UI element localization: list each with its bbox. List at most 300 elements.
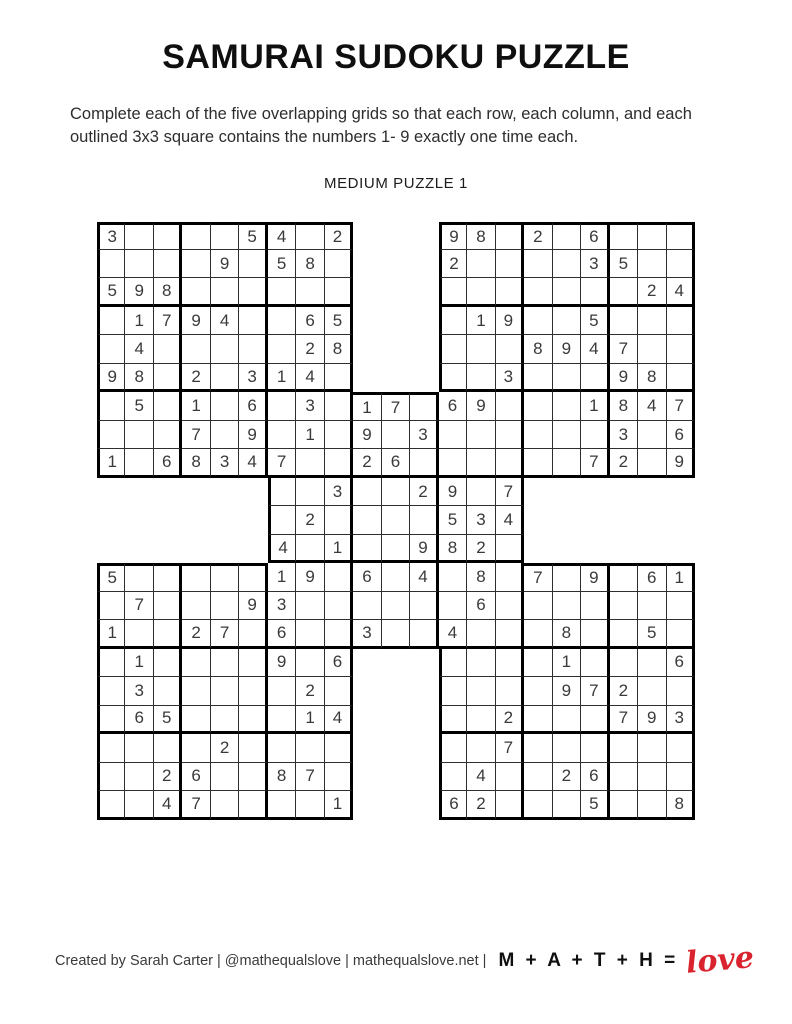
- grid-gap: [553, 506, 581, 534]
- footer-math-motto: M + A + T + H =: [498, 950, 679, 971]
- sudoku-cell-empty: [524, 307, 552, 335]
- sudoku-cell-given: 4: [325, 706, 353, 734]
- sudoku-cell-empty: [97, 791, 125, 819]
- sudoku-cell-given: 9: [239, 592, 267, 620]
- grid-gap: [382, 677, 410, 705]
- sudoku-cell-empty: [581, 734, 609, 762]
- sudoku-cell-empty: [182, 563, 210, 591]
- sudoku-cell-given: 2: [296, 677, 324, 705]
- sudoku-cell-given: 7: [182, 421, 210, 449]
- sudoku-cell-empty: [125, 620, 153, 648]
- sudoku-cell-empty: [97, 677, 125, 705]
- sudoku-cell-empty: [553, 734, 581, 762]
- sudoku-cell-empty: [638, 222, 666, 250]
- sudoku-cell-empty: [638, 649, 666, 677]
- sudoku-cell-empty: [154, 734, 182, 762]
- sudoku-cell-empty: [125, 421, 153, 449]
- grid-gap: [239, 506, 267, 534]
- grid-gap: [182, 478, 210, 506]
- sudoku-cell-given: 7: [524, 563, 552, 591]
- sudoku-cell-empty: [382, 563, 410, 591]
- sudoku-cell-given: 9: [410, 535, 438, 563]
- sudoku-cell-given: 7: [211, 620, 239, 648]
- sudoku-cell-empty: [467, 250, 495, 278]
- sudoku-cell-empty: [97, 250, 125, 278]
- grid-gap: [667, 478, 695, 506]
- sudoku-cell-empty: [467, 335, 495, 363]
- sudoku-cell-empty: [353, 592, 381, 620]
- sudoku-cell-empty: [353, 535, 381, 563]
- grid-gap: [553, 535, 581, 563]
- sudoku-cell-given: 6: [667, 649, 695, 677]
- sudoku-cell-empty: [553, 278, 581, 306]
- grid-gap: [353, 706, 381, 734]
- grid-gap: [410, 278, 438, 306]
- sudoku-cell-empty: [610, 563, 638, 591]
- sudoku-cell-given: 4: [581, 335, 609, 363]
- sudoku-cell-given: 4: [125, 335, 153, 363]
- sudoku-cell-empty: [439, 335, 467, 363]
- puzzle-label: MEDIUM PUZZLE 1: [323, 174, 468, 192]
- sudoku-cell-given: 7: [182, 791, 210, 819]
- sudoku-cell-empty: [296, 620, 324, 648]
- sudoku-cell-given: 1: [353, 392, 381, 420]
- sudoku-cell-empty: [638, 763, 666, 791]
- grid-gap: [382, 791, 410, 819]
- sudoku-cell-empty: [496, 250, 524, 278]
- sudoku-cell-empty: [325, 449, 353, 477]
- sudoku-cell-given: 2: [296, 335, 324, 363]
- grid-gap: [524, 506, 552, 534]
- sudoku-cell-empty: [496, 791, 524, 819]
- grid-gap: [638, 478, 666, 506]
- sudoku-cell-given: 2: [610, 677, 638, 705]
- sudoku-cell-empty: [439, 763, 467, 791]
- sudoku-cell-given: 7: [496, 734, 524, 762]
- sudoku-cell-empty: [325, 763, 353, 791]
- grid-gap: [239, 478, 267, 506]
- sudoku-cell-given: 4: [154, 791, 182, 819]
- sudoku-cell-empty: [239, 791, 267, 819]
- sudoku-cell-empty: [325, 250, 353, 278]
- sudoku-cell-empty: [553, 791, 581, 819]
- sudoku-cell-given: 7: [581, 449, 609, 477]
- sudoku-cell-empty: [581, 278, 609, 306]
- sudoku-cell-empty: [211, 706, 239, 734]
- sudoku-cell-empty: [524, 706, 552, 734]
- sudoku-cell-empty: [553, 592, 581, 620]
- sudoku-cell-given: 8: [667, 791, 695, 819]
- sudoku-cell-given: 1: [268, 563, 296, 591]
- sudoku-cell-empty: [296, 734, 324, 762]
- sudoku-cell-given: 4: [296, 364, 324, 392]
- sudoku-cell-given: 5: [638, 620, 666, 648]
- grid-gap: [581, 478, 609, 506]
- sudoku-cell-given: 3: [239, 364, 267, 392]
- sudoku-cell-given: 3: [467, 506, 495, 534]
- sudoku-cell-empty: [154, 592, 182, 620]
- sudoku-cell-empty: [667, 592, 695, 620]
- grid-gap: [353, 364, 381, 392]
- sudoku-cell-given: 2: [211, 734, 239, 762]
- sudoku-cell-empty: [467, 649, 495, 677]
- sudoku-cell-empty: [524, 734, 552, 762]
- sudoku-cell-empty: [268, 421, 296, 449]
- sudoku-cell-given: 1: [268, 364, 296, 392]
- sudoku-cell-empty: [97, 307, 125, 335]
- grid-gap: [410, 763, 438, 791]
- sudoku-cell-empty: [239, 278, 267, 306]
- sudoku-cell-empty: [524, 421, 552, 449]
- sudoku-cell-empty: [97, 763, 125, 791]
- sudoku-cell-empty: [496, 677, 524, 705]
- sudoku-cell-empty: [410, 449, 438, 477]
- sudoku-cell-empty: [638, 307, 666, 335]
- sudoku-cell-given: 2: [467, 791, 495, 819]
- grid-gap: [211, 478, 239, 506]
- sudoku-cell-given: 8: [467, 563, 495, 591]
- sudoku-cell-given: 8: [439, 535, 467, 563]
- sudoku-cell-empty: [125, 449, 153, 477]
- sudoku-cell-empty: [211, 278, 239, 306]
- grid-gap: [182, 535, 210, 563]
- sudoku-cell-empty: [410, 392, 438, 420]
- sudoku-cell-given: 8: [467, 222, 495, 250]
- sudoku-cell-given: 5: [97, 278, 125, 306]
- sudoku-cell-empty: [610, 620, 638, 648]
- sudoku-cell-empty: [467, 677, 495, 705]
- sudoku-cell-empty: [97, 592, 125, 620]
- sudoku-cell-empty: [125, 791, 153, 819]
- sudoku-cell-given: 9: [439, 478, 467, 506]
- sudoku-cell-empty: [667, 620, 695, 648]
- sudoku-cell-given: 2: [353, 449, 381, 477]
- sudoku-cell-empty: [268, 734, 296, 762]
- sudoku-cell-given: 1: [325, 791, 353, 819]
- grid-gap: [638, 535, 666, 563]
- grid-gap: [353, 250, 381, 278]
- sudoku-cell-empty: [268, 506, 296, 534]
- grid-gap: [410, 250, 438, 278]
- instructions-line-1: Complete each of the five overlapping grids so that each row, each column, and each: [70, 104, 692, 123]
- sudoku-cell-given: 3: [211, 449, 239, 477]
- grid-gap: [410, 734, 438, 762]
- sudoku-cell-given: 7: [268, 449, 296, 477]
- sudoku-cell-empty: [524, 649, 552, 677]
- sudoku-cell-empty: [667, 307, 695, 335]
- sudoku-cell-empty: [182, 649, 210, 677]
- samurai-sudoku-grid: [97, 222, 695, 820]
- grid-gap: [382, 364, 410, 392]
- grid-gap: [410, 649, 438, 677]
- sudoku-cell-empty: [439, 734, 467, 762]
- grid-gap: [610, 478, 638, 506]
- sudoku-cell-given: 6: [439, 791, 467, 819]
- sudoku-cell-empty: [125, 734, 153, 762]
- sudoku-cell-empty: [439, 706, 467, 734]
- sudoku-cell-empty: [496, 392, 524, 420]
- sudoku-cell-empty: [239, 649, 267, 677]
- sudoku-cell-given: 8: [154, 278, 182, 306]
- sudoku-cell-empty: [353, 506, 381, 534]
- sudoku-cell-empty: [211, 791, 239, 819]
- sudoku-cell-empty: [97, 392, 125, 420]
- sudoku-cell-empty: [667, 734, 695, 762]
- sudoku-cell-empty: [496, 592, 524, 620]
- sudoku-cell-given: 2: [638, 278, 666, 306]
- grid-gap: [410, 791, 438, 819]
- sudoku-cell-empty: [211, 335, 239, 363]
- sudoku-cell-given: 3: [496, 364, 524, 392]
- sudoku-cell-empty: [268, 392, 296, 420]
- sudoku-cell-empty: [439, 364, 467, 392]
- sudoku-cell-given: 1: [125, 307, 153, 335]
- grid-gap: [667, 535, 695, 563]
- sudoku-cell-given: 5: [325, 307, 353, 335]
- sudoku-cell-empty: [353, 478, 381, 506]
- sudoku-cell-empty: [325, 592, 353, 620]
- sudoku-cell-given: 3: [410, 421, 438, 449]
- sudoku-cell-empty: [97, 706, 125, 734]
- sudoku-cell-given: 2: [182, 364, 210, 392]
- sudoku-cell-empty: [325, 734, 353, 762]
- grid-gap: [353, 791, 381, 819]
- sudoku-cell-given: 6: [325, 649, 353, 677]
- sudoku-cell-empty: [667, 222, 695, 250]
- grid-gap: [125, 478, 153, 506]
- sudoku-cell-empty: [524, 278, 552, 306]
- sudoku-cell-given: 4: [410, 563, 438, 591]
- sudoku-cell-given: 7: [296, 763, 324, 791]
- sudoku-cell-given: 9: [553, 335, 581, 363]
- sudoku-cell-empty: [667, 364, 695, 392]
- sudoku-cell-empty: [496, 649, 524, 677]
- sudoku-cell-empty: [182, 250, 210, 278]
- sudoku-cell-empty: [581, 649, 609, 677]
- sudoku-cell-empty: [239, 734, 267, 762]
- sudoku-cell-given: 3: [610, 421, 638, 449]
- sudoku-cell-empty: [382, 620, 410, 648]
- sudoku-cell-empty: [467, 364, 495, 392]
- sudoku-cell-empty: [524, 449, 552, 477]
- sudoku-cell-empty: [524, 677, 552, 705]
- sudoku-cell-given: 8: [182, 449, 210, 477]
- grid-gap: [610, 535, 638, 563]
- sudoku-cell-given: 3: [667, 706, 695, 734]
- sudoku-cell-empty: [496, 563, 524, 591]
- sudoku-cell-empty: [154, 421, 182, 449]
- sudoku-cell-given: 5: [581, 307, 609, 335]
- sudoku-cell-given: 6: [296, 307, 324, 335]
- sudoku-cell-empty: [439, 307, 467, 335]
- sudoku-cell-empty: [382, 506, 410, 534]
- sudoku-cell-given: 4: [467, 763, 495, 791]
- sudoku-cell-given: 9: [467, 392, 495, 420]
- sudoku-cell-given: 4: [268, 222, 296, 250]
- sudoku-cell-empty: [325, 364, 353, 392]
- grid-gap: [382, 335, 410, 363]
- sudoku-cell-empty: [182, 278, 210, 306]
- sudoku-cell-given: 2: [182, 620, 210, 648]
- grid-gap: [382, 734, 410, 762]
- sudoku-cell-empty: [610, 763, 638, 791]
- sudoku-cell-given: 9: [496, 307, 524, 335]
- sudoku-cell-given: 5: [125, 392, 153, 420]
- sudoku-cell-empty: [239, 763, 267, 791]
- grid-gap: [211, 506, 239, 534]
- sudoku-cell-empty: [553, 563, 581, 591]
- sudoku-cell-empty: [610, 791, 638, 819]
- sudoku-cell-empty: [638, 335, 666, 363]
- sudoku-cell-given: 7: [581, 677, 609, 705]
- sudoku-cell-empty: [467, 706, 495, 734]
- sudoku-cell-given: 9: [268, 649, 296, 677]
- grid-gap: [524, 478, 552, 506]
- grid-gap: [125, 535, 153, 563]
- sudoku-cell-given: 7: [154, 307, 182, 335]
- sudoku-cell-given: 6: [268, 620, 296, 648]
- grid-gap: [610, 506, 638, 534]
- footer-credit: Created by Sarah Carter | @mathequalslove | mathequalslove.net |: [55, 953, 487, 969]
- grid-gap: [353, 763, 381, 791]
- sudoku-cell-given: 1: [182, 392, 210, 420]
- sudoku-cell-given: 6: [154, 449, 182, 477]
- grid-gap: [239, 535, 267, 563]
- sudoku-cell-empty: [182, 706, 210, 734]
- sudoku-cell-empty: [382, 478, 410, 506]
- sudoku-cell-empty: [524, 592, 552, 620]
- sudoku-cell-given: 4: [496, 506, 524, 534]
- sudoku-cell-given: 8: [296, 250, 324, 278]
- footer-love-script: love: [684, 940, 756, 981]
- grid-gap: [353, 307, 381, 335]
- sudoku-cell-empty: [439, 563, 467, 591]
- sudoku-cell-empty: [154, 392, 182, 420]
- sudoku-cell-given: 2: [496, 706, 524, 734]
- grid-gap: [97, 478, 125, 506]
- sudoku-cell-empty: [296, 649, 324, 677]
- sudoku-cell-empty: [154, 250, 182, 278]
- sudoku-cell-given: 9: [581, 563, 609, 591]
- sudoku-cell-empty: [410, 620, 438, 648]
- sudoku-cell-empty: [524, 250, 552, 278]
- sudoku-cell-given: 9: [239, 421, 267, 449]
- sudoku-cell-empty: [553, 364, 581, 392]
- sudoku-cell-given: 4: [638, 392, 666, 420]
- sudoku-cell-empty: [496, 335, 524, 363]
- sudoku-cell-empty: [638, 449, 666, 477]
- grid-gap: [211, 535, 239, 563]
- sudoku-cell-empty: [211, 563, 239, 591]
- grid-gap: [353, 734, 381, 762]
- sudoku-cell-empty: [211, 392, 239, 420]
- sudoku-cell-empty: [154, 677, 182, 705]
- sudoku-cell-empty: [553, 250, 581, 278]
- sudoku-cell-empty: [667, 763, 695, 791]
- sudoku-cell-given: 9: [296, 563, 324, 591]
- sudoku-cell-empty: [553, 706, 581, 734]
- sudoku-cell-empty: [268, 335, 296, 363]
- sudoku-cell-empty: [325, 278, 353, 306]
- sudoku-cell-empty: [211, 763, 239, 791]
- sudoku-cell-given: 9: [353, 421, 381, 449]
- grid-gap: [182, 506, 210, 534]
- sudoku-cell-empty: [325, 677, 353, 705]
- sudoku-cell-empty: [154, 364, 182, 392]
- sudoku-cell-given: 9: [97, 364, 125, 392]
- sudoku-cell-given: 5: [610, 250, 638, 278]
- sudoku-cell-empty: [211, 592, 239, 620]
- sudoku-cell-given: 1: [125, 649, 153, 677]
- sudoku-cell-empty: [638, 734, 666, 762]
- sudoku-cell-given: 7: [610, 706, 638, 734]
- grid-gap: [382, 278, 410, 306]
- sudoku-cell-empty: [239, 677, 267, 705]
- grid-gap: [410, 677, 438, 705]
- sudoku-cell-empty: [211, 677, 239, 705]
- grid-gap: [382, 649, 410, 677]
- sudoku-cell-empty: [553, 449, 581, 477]
- sudoku-cell-given: 1: [467, 307, 495, 335]
- sudoku-cell-empty: [239, 250, 267, 278]
- sudoku-cell-empty: [325, 620, 353, 648]
- sudoku-cell-given: 8: [125, 364, 153, 392]
- grid-gap: [638, 506, 666, 534]
- sudoku-cell-given: 7: [125, 592, 153, 620]
- sudoku-cell-given: 2: [467, 535, 495, 563]
- sudoku-cell-given: 9: [182, 307, 210, 335]
- sudoku-cell-given: 3: [97, 222, 125, 250]
- grid-gap: [524, 535, 552, 563]
- sudoku-cell-given: 1: [667, 563, 695, 591]
- sudoku-cell-empty: [467, 278, 495, 306]
- sudoku-cell-given: 8: [553, 620, 581, 648]
- sudoku-cell-given: 2: [296, 506, 324, 534]
- sudoku-cell-empty: [524, 620, 552, 648]
- sudoku-cell-empty: [296, 478, 324, 506]
- sudoku-cell-empty: [496, 278, 524, 306]
- sudoku-cell-given: 9: [667, 449, 695, 477]
- sudoku-cell-empty: [268, 706, 296, 734]
- sudoku-cell-empty: [667, 250, 695, 278]
- sudoku-cell-given: 6: [125, 706, 153, 734]
- sudoku-cell-given: 9: [638, 706, 666, 734]
- sudoku-cell-given: 1: [325, 535, 353, 563]
- sudoku-cell-given: 5: [581, 791, 609, 819]
- sudoku-cell-given: 3: [353, 620, 381, 648]
- grid-gap: [410, 706, 438, 734]
- grid-gap: [581, 506, 609, 534]
- sudoku-cell-empty: [97, 734, 125, 762]
- sudoku-cell-given: 1: [97, 449, 125, 477]
- sudoku-cell-given: 3: [268, 592, 296, 620]
- sudoku-cell-empty: [296, 449, 324, 477]
- sudoku-cell-empty: [97, 649, 125, 677]
- sudoku-cell-given: 9: [439, 222, 467, 250]
- sudoku-cell-given: 1: [553, 649, 581, 677]
- grid-gap: [581, 535, 609, 563]
- sudoku-cell-given: 9: [610, 364, 638, 392]
- sudoku-cell-empty: [268, 677, 296, 705]
- sudoku-cell-empty: [296, 278, 324, 306]
- sudoku-cell-given: 8: [638, 364, 666, 392]
- sudoku-cell-given: 6: [439, 392, 467, 420]
- grid-gap: [353, 335, 381, 363]
- sudoku-cell-empty: [97, 335, 125, 363]
- sudoku-cell-empty: [268, 307, 296, 335]
- sudoku-cell-given: 4: [439, 620, 467, 648]
- sudoku-cell-empty: [496, 620, 524, 648]
